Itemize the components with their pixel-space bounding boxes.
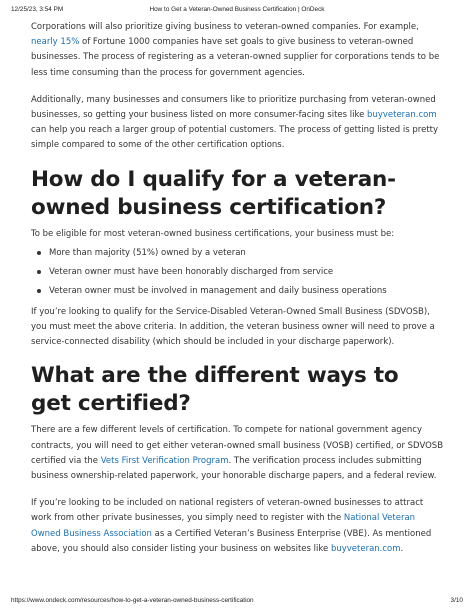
nearly-15-percent-link[interactable]: nearly 15% (31, 37, 80, 48)
print-datetime: 12/25/23, 3:54 PM (11, 6, 64, 13)
heading-ways: What are the different ways to get certified? (31, 363, 399, 417)
list-item: Veteran owner must have been honorably discharged from service (31, 267, 444, 278)
print-footer (11, 597, 463, 609)
print-page-title: How to Get a Veteran-Owned Business Certification | OnDeck (149, 6, 325, 13)
list-item: Veteran owner must be involved in management and daily business operations (31, 286, 444, 297)
paragraph-registers: If you’re looking to be included on national registers of veteran-owned businesses to attract work from other private businesses, you simply need to register with the National Veteran Owned Business Association as a Certified Veteran’s Business Enterprise (VBE). As mentioned above, you should also consider listing your business on websites like buyveteran.com. (31, 498, 432, 554)
print-url: https://www.ondeck.com/resources/how-to-get-a-veteran-owned-business-certification (11, 597, 254, 604)
paragraph-eligibility: To be eligible for most veteran-owned business certifications, your business must be: (31, 228, 395, 239)
vets-first-link[interactable]: Vets First Verification Program (100, 455, 229, 466)
eligibility-list (31, 248, 444, 297)
paragraph-levels: There are a few different levels of certification. To compete for national government agency contracts, you will need to get either veteran-owned small business (VOSB) certified, or SDVOSB certified via the Vets First Verification Program. The verification process includes submitting business ownership-related paperwork, your honorable discharge papers, and a federal review. (31, 425, 444, 482)
buyveteran-link[interactable]: buyveteran.com (367, 110, 437, 121)
page-number: 3/10 (450, 597, 463, 604)
paragraph-corporations: Corporations will also prioritize giving business to veteran-owned companies. For example, nearly 15% of Fortune 1000 companies have set goals to give business to veteran-owned businesses. The process of registering as a veteran-owned supplier for corporations tends to be less time consuming than the process for government agencies. (31, 22, 440, 78)
print-header (11, 6, 463, 18)
heading-qualify: How do I qualify for a veteran-owned business certification? (31, 166, 396, 220)
nvoba-link[interactable]: National Veteran Owned Business Association (31, 513, 416, 539)
article-body (31, 20, 444, 557)
buyveteran-link-2[interactable]: buyveteran.com (330, 543, 401, 554)
list-item: More than majority (51%) owned by a veteran (31, 248, 444, 259)
paragraph-consumers: Additionally, many businesses and consumers like to prioritize purchasing from veteran-owned businesses, so getting your business listed on more consumer-facing sites like buyveteran.com can help you reach a larger group of potential customers. The process of getting listed is pretty simple compared to some of the other certification options. (31, 94, 439, 151)
paragraph-sdvosb: If you’re looking to qualify for the Service-Disabled Veteran-Owned Small Business (SDVOSB), you must meet the above criteria. In addition, the veteran business owner will need to prove a service-connected disability (which should be included in your discharge paperwork). (31, 306, 435, 348)
